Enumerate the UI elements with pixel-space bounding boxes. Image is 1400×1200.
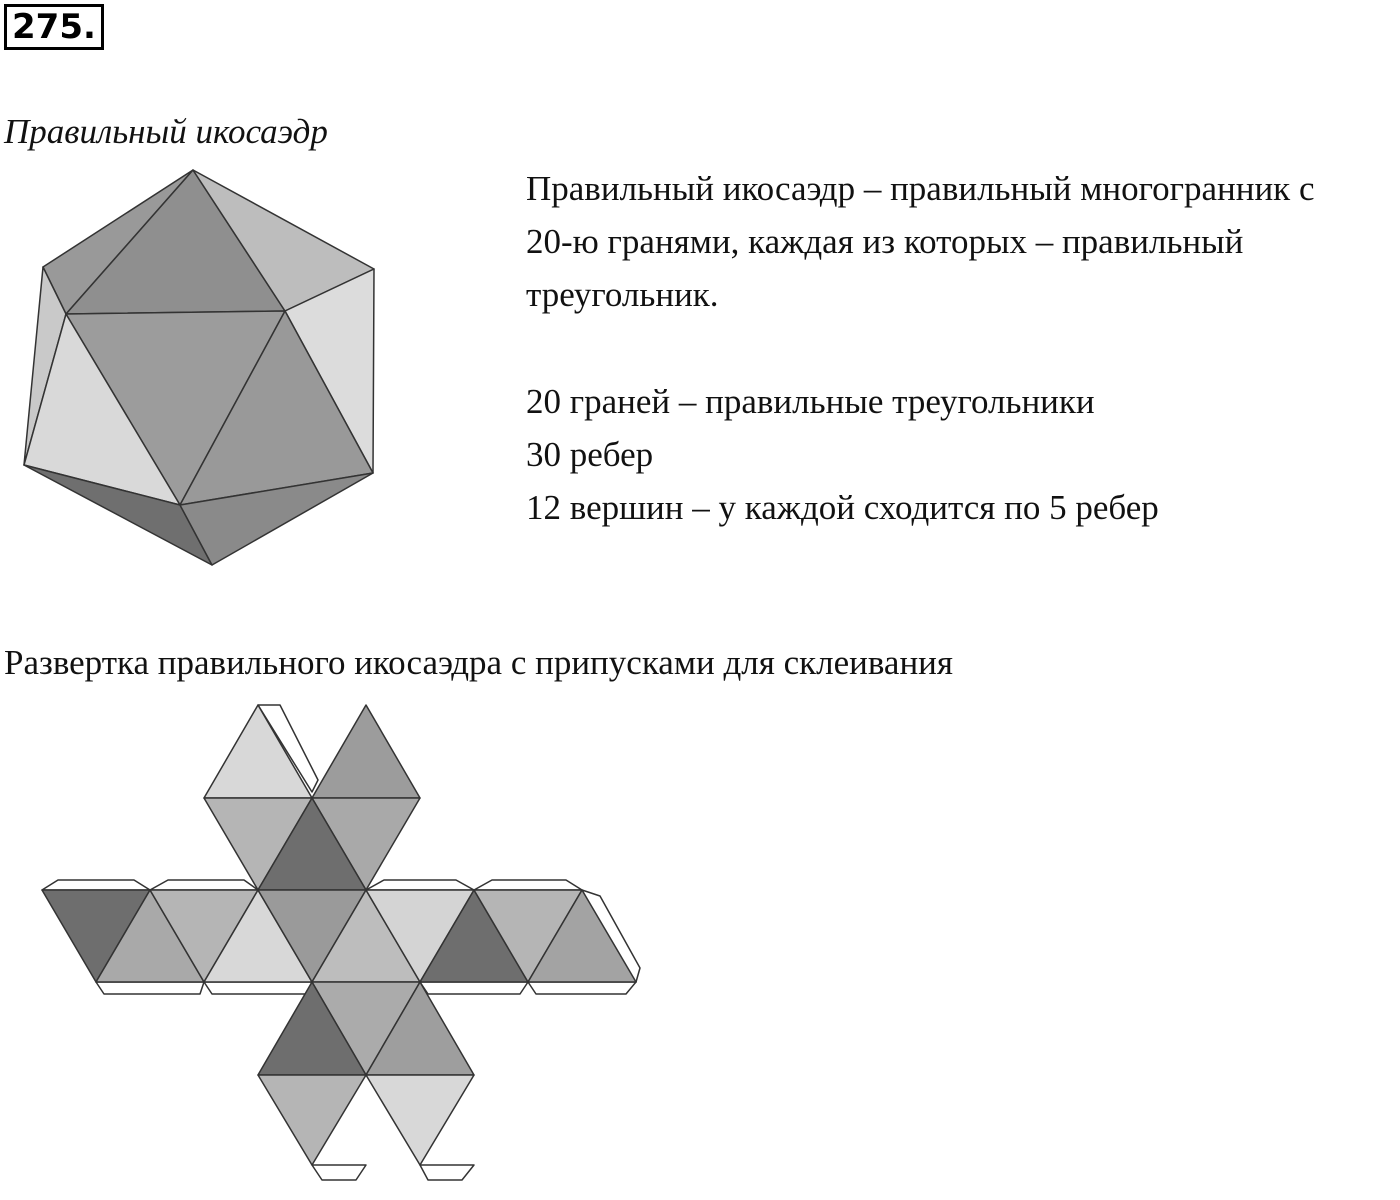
fact-edges: 30 ребер xyxy=(526,435,654,474)
icosahedron-illustration xyxy=(0,160,420,580)
net-caption: Развертка правильного икосаэдра с припусками для склеивания xyxy=(4,643,954,682)
facts-list xyxy=(526,375,1159,534)
definition-line: 20-ю гранями, каждая из которых – правильный xyxy=(526,222,1244,261)
glue-tab xyxy=(420,982,528,994)
glue-tab xyxy=(420,1165,474,1180)
net-face xyxy=(366,1075,474,1165)
net-face xyxy=(258,1075,366,1165)
net-face xyxy=(312,705,420,798)
glue-tab xyxy=(42,880,150,890)
net-faces xyxy=(42,705,636,1165)
glue-tab xyxy=(204,982,312,994)
definition-line: Правильный икосаэдр – правильный многогранник с xyxy=(526,169,1315,208)
glue-tab xyxy=(474,880,582,890)
definition-text xyxy=(526,162,1400,321)
glue-tab xyxy=(150,880,258,890)
glue-tab xyxy=(366,880,474,890)
glue-tab xyxy=(96,982,204,994)
definition-line: треугольник. xyxy=(526,275,719,314)
glue-tab xyxy=(528,982,636,994)
glue-tab xyxy=(312,1165,366,1180)
problem-number: 275. xyxy=(4,4,104,50)
icosahedron-net xyxy=(0,680,700,1200)
section-title: Правильный икосаэдр xyxy=(4,112,328,151)
fact-faces: 20 граней – правильные треугольники xyxy=(526,382,1095,421)
fact-vertices: 12 вершин – у каждой сходится по 5 ребер xyxy=(526,488,1159,527)
